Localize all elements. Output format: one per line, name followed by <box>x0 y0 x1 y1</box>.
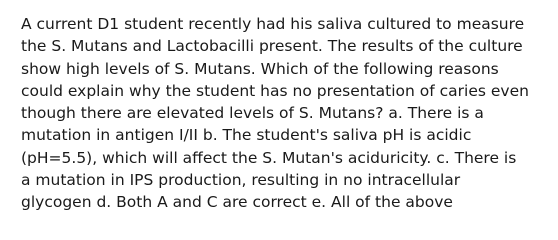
question-text: A current D1 student recently had his saliva cultured to measure the S. Mutans and Lactobacilli present. The results of the culture show high levels of S. Mutans. Which of the following reasons could explain why the student has no presentation of caries even though there are elevated levels of S. Mutans? a. There is a mutation in antigen I/II b. The student's saliva pH is acidic (pH=5.5), which will affect the S. Mutan's aciduricity. c. There is a mutation in IPS production, resulting in no intracellular glycogen d. Both A and C are correct e. All of the above <box>21 15 529 212</box>
